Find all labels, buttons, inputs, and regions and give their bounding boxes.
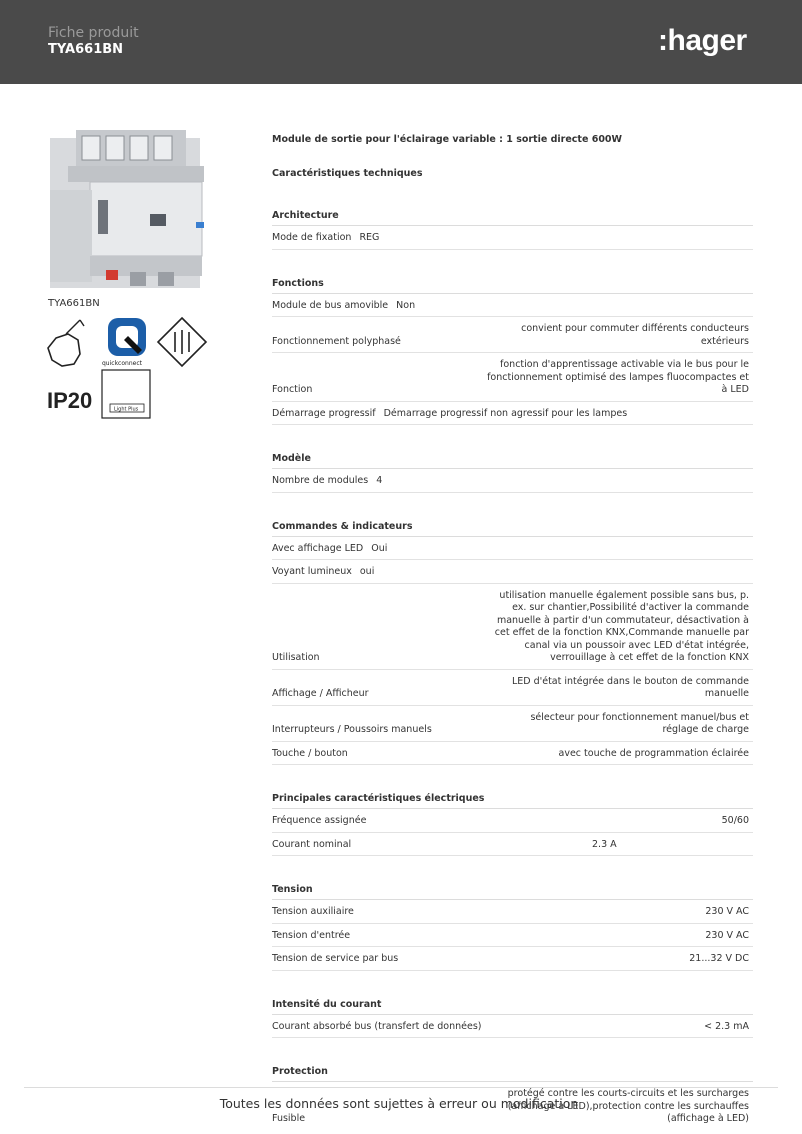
section-heading-electriques: Principales caractéristiques électriques bbox=[272, 779, 753, 809]
spec-value: 230 V AC bbox=[705, 906, 749, 917]
spec-label: Utilisation bbox=[272, 652, 320, 663]
spec-value: protégé contre les courts-circuits et les surcharges (affichage à LED),protection contre les surchauffes (affichage à LED) bbox=[507, 1088, 749, 1124]
spec-label: Affichage / Afficheur bbox=[272, 688, 369, 699]
spec-label: Nombre de modules bbox=[272, 475, 369, 486]
spec-value: 4 bbox=[376, 475, 383, 486]
page-header bbox=[0, 0, 802, 84]
section-heading-commandes: Commandes & indicateurs bbox=[272, 507, 753, 537]
section-heading-modele: Modèle bbox=[272, 439, 753, 469]
spec-row bbox=[272, 584, 753, 670]
spec-value: REG bbox=[359, 232, 380, 243]
svg-text:IP20: IP20 bbox=[47, 388, 93, 413]
certification-icons bbox=[44, 314, 214, 422]
spec-value: sélecteur pour fonctionnement manuel/bus et réglage de charge bbox=[530, 711, 749, 735]
spec-row bbox=[272, 402, 753, 426]
spec-row bbox=[272, 353, 753, 402]
installation-icon bbox=[48, 320, 84, 366]
spec-label: Interrupteurs / Poussoirs manuels bbox=[272, 724, 432, 735]
spec-value: 2.3 A bbox=[592, 838, 617, 850]
class-ii-icon bbox=[158, 318, 206, 366]
spec-label: Courant absorbé bus (transfert de données) bbox=[272, 1020, 482, 1032]
section-heading-architecture: Architecture bbox=[272, 196, 753, 226]
ip20-icon bbox=[47, 388, 92, 413]
product-title: Module de sortie pour l'éclairage variable : 1 sortie directe 600W bbox=[272, 134, 623, 145]
spec-row bbox=[272, 317, 753, 353]
spec-row bbox=[272, 670, 753, 706]
spec-label: Fusible bbox=[272, 1113, 306, 1124]
spec-label: Mode de fixation bbox=[272, 232, 352, 243]
spec-value: LED d'état intégrée dans le bouton de commande manuelle bbox=[511, 675, 749, 699]
spec-row bbox=[272, 537, 753, 561]
spec-label: Fréquence assignée bbox=[272, 815, 367, 826]
spec-row bbox=[272, 226, 753, 250]
spec-label: Fonctionnement polyphasé bbox=[272, 335, 401, 347]
spec-value: convient pour commuter différents conducteurs extérieurs bbox=[521, 323, 749, 347]
spec-row bbox=[272, 742, 753, 766]
spec-row bbox=[272, 947, 753, 971]
spec-value: Oui bbox=[371, 542, 388, 554]
spec-value: utilisation manuelle également possible sans bus, p. ex. sur chantier,Possibilité d'activer la commande manuelle à partir d'un commutateur, désactivation à cet effet de la fonction KNX,Commande manuelle par canal via un poussoir avec LED d'état intégrée, verrouillage à cet effet de la fonction KNX bbox=[494, 589, 749, 663]
light-plus-icon bbox=[102, 370, 150, 418]
spec-value: Démarrage progressif non agressif pour les lampes bbox=[383, 407, 628, 419]
section-heading-tension: Tension bbox=[272, 870, 753, 900]
spec-label: Module de bus amovible bbox=[272, 299, 389, 311]
product-image-caption: TYA661BN bbox=[48, 298, 100, 309]
spec-label: Voyant lumineux bbox=[272, 566, 352, 577]
spec-row bbox=[272, 560, 753, 584]
spec-value: Non bbox=[396, 299, 416, 311]
product-image bbox=[46, 130, 206, 292]
section-heading-fonctions: Fonctions bbox=[272, 264, 753, 294]
spec-label: Touche / bouton bbox=[272, 747, 348, 759]
spec-value: fonction d'apprentissage activable via le bus pour le fonctionnement optimisé des lampes fluocompactes et à LED bbox=[487, 359, 749, 395]
product-reference-title: TYA661BN bbox=[48, 42, 124, 57]
spec-value: 50/60 bbox=[721, 815, 749, 826]
spec-label: Courant nominal bbox=[272, 838, 352, 850]
spec-row bbox=[272, 900, 753, 924]
spec-label: Tension auxiliaire bbox=[272, 906, 354, 917]
spec-row bbox=[272, 706, 753, 742]
svg-text:quickconnect: quickconnect bbox=[102, 360, 142, 367]
spec-value: 21...32 V DC bbox=[689, 953, 749, 964]
quickconnect-icon bbox=[102, 318, 146, 367]
spec-row bbox=[272, 809, 753, 833]
section-heading-intensite: Intensité du courant bbox=[272, 985, 753, 1015]
spec-value: 230 V AC bbox=[705, 929, 749, 941]
spec-label: Démarrage progressif bbox=[272, 407, 376, 419]
spec-label: Avec affichage LED bbox=[272, 542, 364, 554]
specifications bbox=[272, 124, 753, 1130]
spec-value: avec touche de programmation éclairée bbox=[558, 747, 749, 759]
hager-logo: :hager bbox=[658, 24, 747, 57]
section-heading-protection: Protection bbox=[272, 1052, 753, 1082]
svg-text:Light Plus: Light Plus bbox=[114, 406, 139, 413]
spec-label: Tension d'entrée bbox=[272, 929, 351, 941]
spec-row bbox=[272, 924, 753, 948]
footer-divider bbox=[24, 1087, 778, 1088]
specs-subtitle: Caractéristiques techniques bbox=[272, 168, 423, 179]
disclaimer-footer: Toutes les données sont sujettes à erreur ou modification bbox=[219, 1096, 579, 1111]
spec-row bbox=[272, 469, 753, 493]
spec-label: Tension de service par bus bbox=[272, 953, 399, 964]
spec-label: Fonction bbox=[272, 384, 313, 395]
spec-row bbox=[272, 1015, 753, 1039]
spec-value: < 2.3 mA bbox=[704, 1020, 749, 1032]
doc-type-label: Fiche produit bbox=[48, 25, 139, 41]
spec-row bbox=[272, 833, 753, 857]
spec-row bbox=[272, 294, 753, 318]
spec-value: oui bbox=[359, 566, 375, 577]
